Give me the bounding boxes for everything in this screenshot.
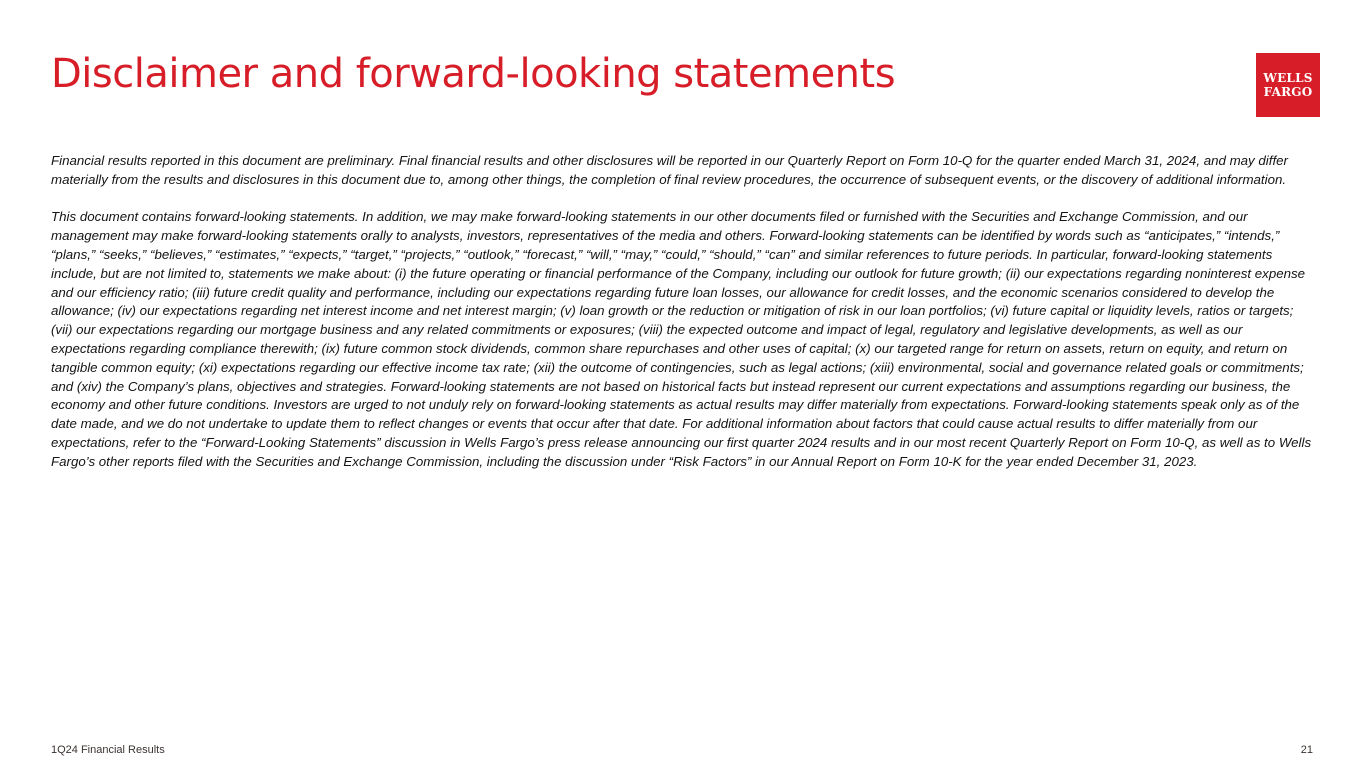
disclaimer-paragraph-forward-looking: This document contains forward-looking statements. In addition, we may make forward-looking statements in our other documents filed or furnished with the Securities and Exchange Commission, and our management may make forward-looking statements orally to analysts, investors, representatives of the media and others. Forward-looking statements can be identified by words such as “anticipates,” “intends,” “plans,” “seeks,” “believes,” “estimates,” “expects,” “target,” “projects,” “outlook,” “forecast,” “will,” “may,” “could,” “should,” “can” and similar references to future periods. In particular, forward-looking statements include, but are not limited to, statements we make about: (i) the future operating or financial performance of the Company, including our outlook for future growth; (ii) our expectations regarding noninterest expense and our efficiency ratio; (iii) future credit quality and performance, including our expectations regarding future loan losses, our allowance for credit losses, and the economic scenarios considered to develop the allowance; (iv) our expectations regarding net interest income and net interest margin; (v) loan growth or the reduction or mitigation of risk in our loan portfolios; (vi) future capital or liquidity levels, ratios or targets; (vii) our expectations regarding our mortgage business and any related commitments or exposures; (viii) the expected outcome and impact of legal, regulatory and legislative developments, as well as our expectations regarding compliance therewith; (ix) future common stock dividends, common share repurchases and other uses of capital; (x) our targeted range for return on assets, return on equity, and return on tangible common equity; (xi) expectations regarding our effective income tax rate; (xii) the outcome of contingencies, such as legal actions; (xiii) environmental, social and governance related goals or commitments; and (xiv) the Company’s plans, objectives and strategies. Forward-looking statements are not based on historical facts but instead represent our current expectations and assumptions regarding our business, the economy and other future conditions. Investors are urged to not unduly rely on forward-looking statements as actual results may differ materially from expectations. Forward-looking statements speak only as of the date made, and we do not undertake to update them to reflect changes or events that occur after that date. For additional information about factors that could cause actual results to differ materially from our expectations, refer to the “Forward-Looking Statements” discussion in Wells Fargo’s press release announcing our first quarter 2024 results and in our most recent Quarterly Report on Form 10-Q, as well as to Wells Fargo’s other reports filed with the Securities and Exchange Commission, including the discussion under “Risk Factors” in our Annual Report on Form 10-K for the year ended December 31, 2023. (51, 209, 1312, 469)
logo-line-1: WELLS (1263, 71, 1313, 85)
footer-label: 1Q24 Financial Results (51, 744, 165, 756)
logo-line-2: FARGO (1263, 85, 1313, 99)
disclaimer-body (51, 152, 1313, 472)
wells-fargo-logo (1256, 53, 1320, 117)
disclaimer-paragraph-preliminary: Financial results reported in this document are preliminary. Final financial results and other disclosures will be reported in our Quarterly Report on Form 10-Q for the quarter ended March 31, 2024, and may differ materially from the results and disclosures in this document due to, among other things, the completion of final review procedures, the occurrence of subsequent events, or the discovery of additional information. (51, 153, 1288, 187)
page-title: Disclaimer and forward-looking statements (51, 51, 896, 97)
page-number: 21 (1300, 744, 1313, 756)
